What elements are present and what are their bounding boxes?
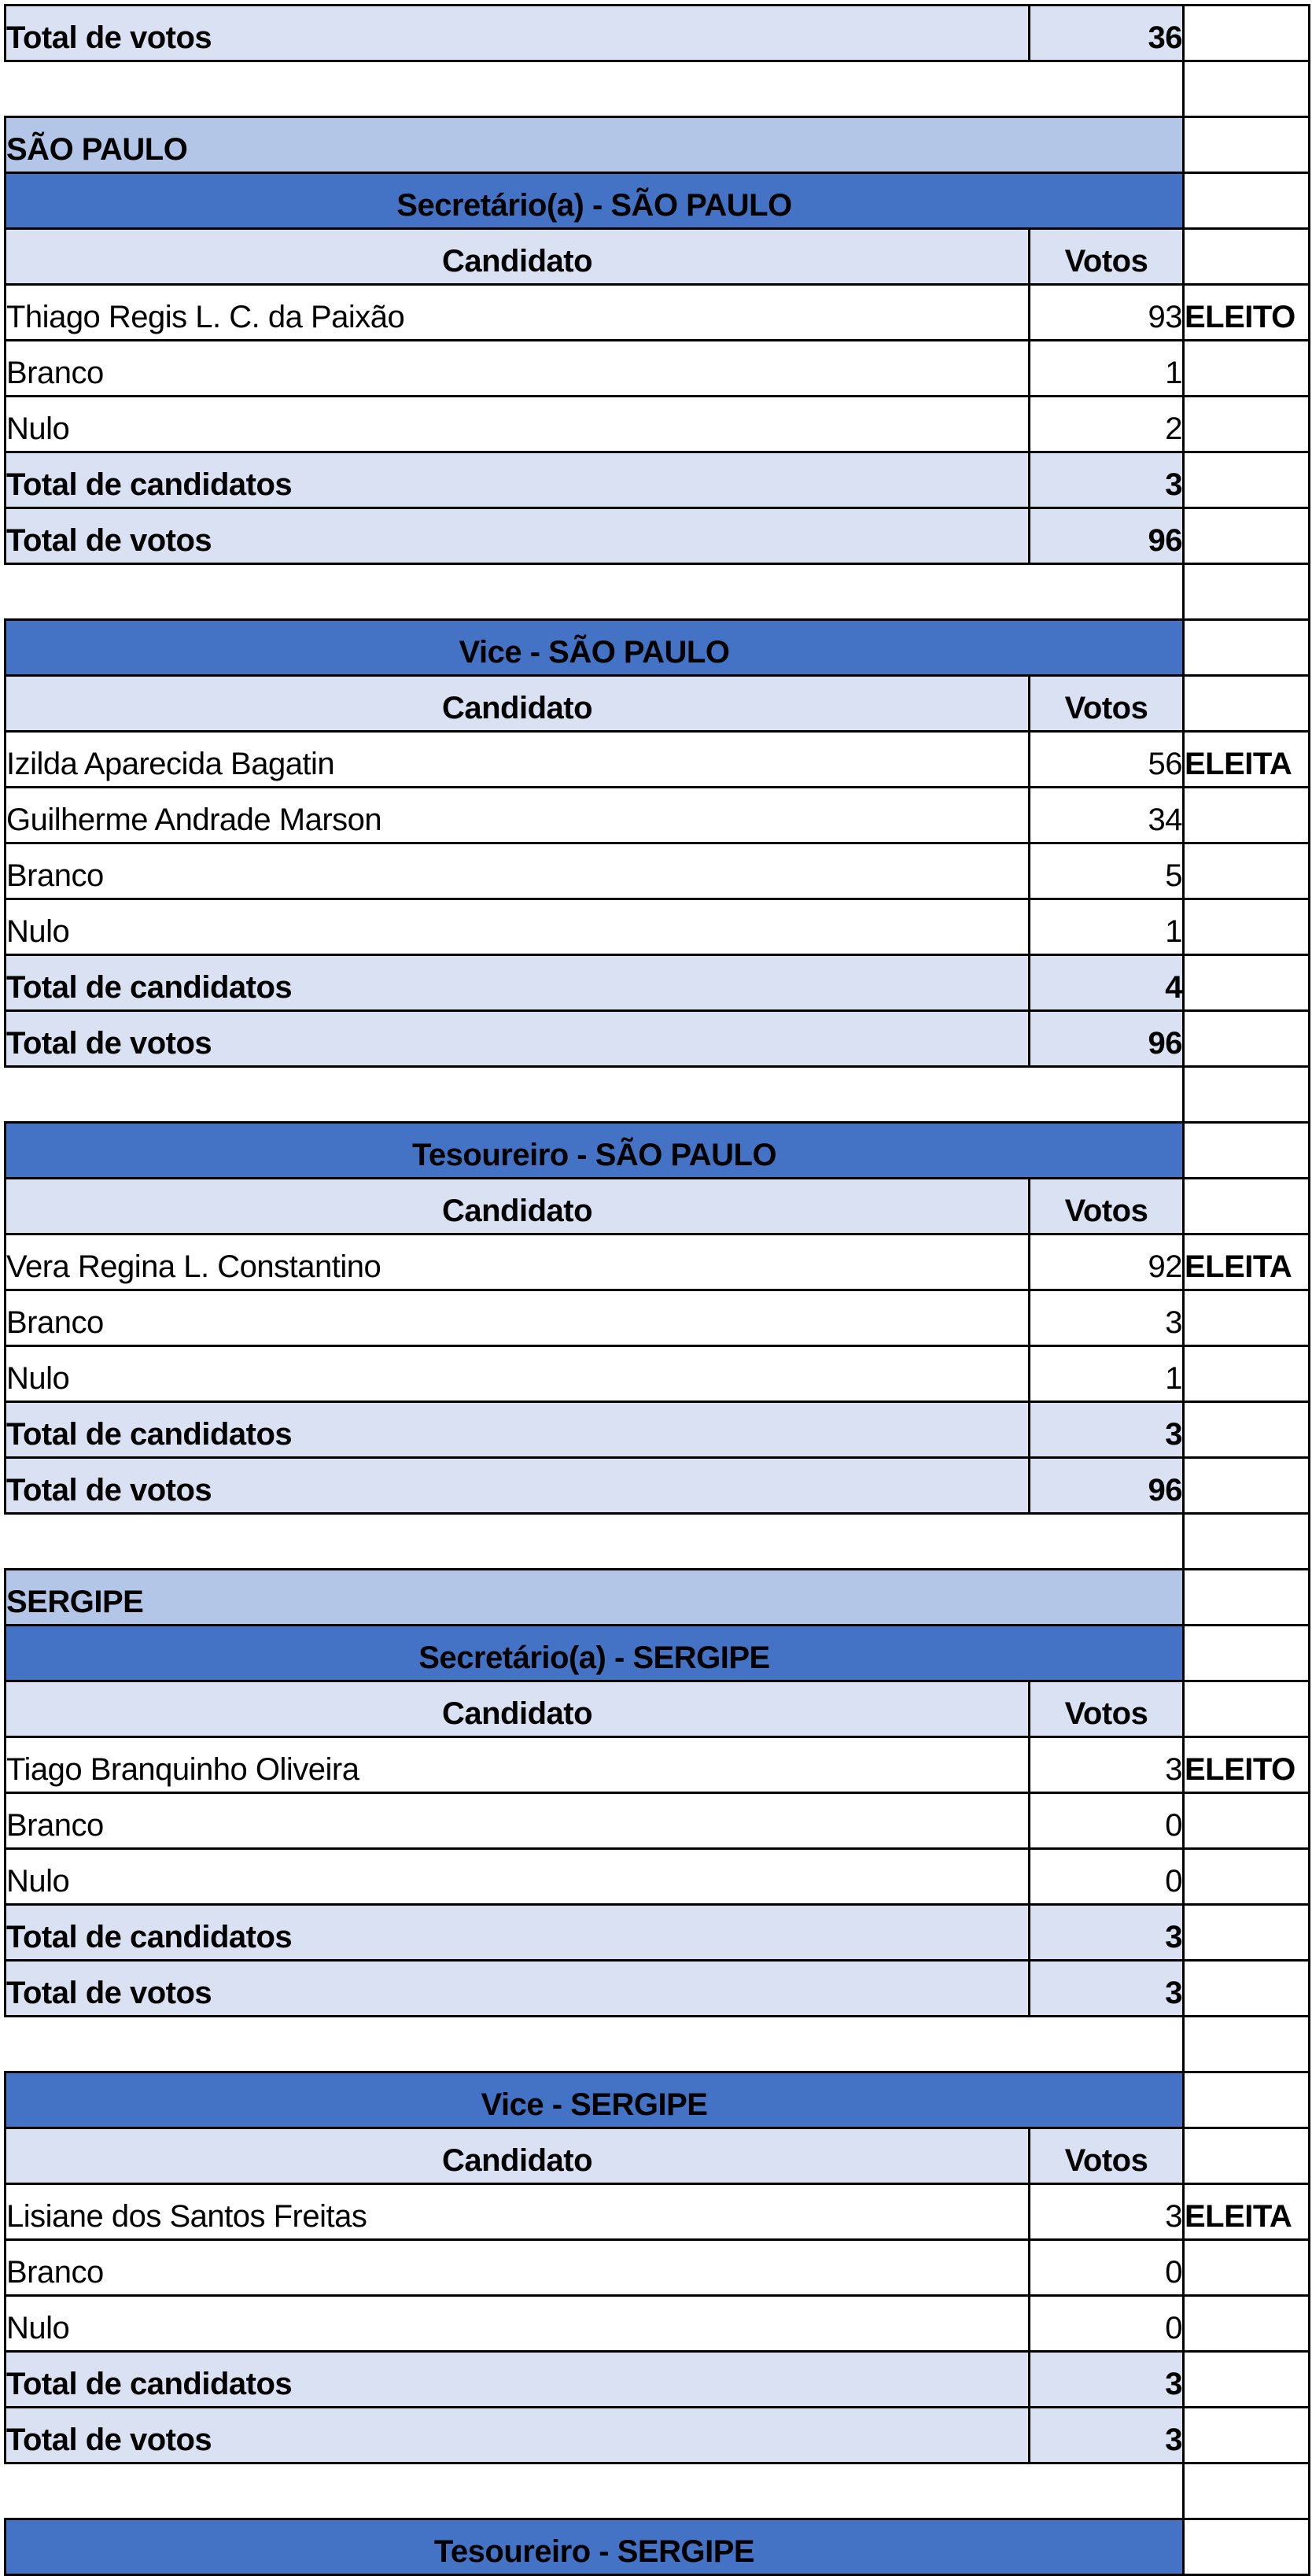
- candidate-name-cell: Branco: [6, 2240, 1030, 2296]
- status-cell: [1184, 1961, 1310, 2017]
- total-row: [6, 2352, 1310, 2408]
- votos-column-header: Votos: [1030, 2128, 1184, 2184]
- band-row: [6, 117, 1310, 173]
- candidate-name-cell: Vera Regina L. Constantino: [6, 1234, 1030, 1290]
- status-cell: ELEITA: [1184, 2184, 1310, 2240]
- data-row: [6, 2184, 1310, 2240]
- status-cell: [1184, 508, 1310, 564]
- data-row: [6, 1346, 1310, 1402]
- total-label-cell: Total de candidatos: [6, 1905, 1030, 1961]
- spacer-cell: [6, 1514, 1184, 1570]
- candidate-name-cell: Lisiane dos Santos Freitas: [6, 2184, 1030, 2240]
- total-value-cell: 96: [1030, 508, 1184, 564]
- header-row: [6, 2072, 1310, 2128]
- candidate-name-cell: Izilda Aparecida Bagatin: [6, 732, 1030, 788]
- status-cell: [1184, 341, 1310, 397]
- status-cell: [1184, 117, 1310, 173]
- candidate-name-cell: Guilherme Andrade Marson: [6, 788, 1030, 843]
- data-row: [6, 2240, 1310, 2296]
- total-row: [6, 1458, 1310, 1514]
- candidate-name-cell: Nulo: [6, 899, 1030, 955]
- band-row: [6, 1570, 1310, 1626]
- status-cell: [1184, 2408, 1310, 2463]
- votes-cell: 0: [1030, 1793, 1184, 1849]
- votes-cell: 0: [1030, 2240, 1184, 2296]
- state-band-cell: SÃO PAULO: [6, 117, 1184, 173]
- candidate-name-cell: Branco: [6, 1793, 1030, 1849]
- status-cell: [1184, 843, 1310, 899]
- spacer-row: [6, 2463, 1310, 2519]
- data-row: [6, 1234, 1310, 1290]
- data-row: [6, 1793, 1310, 1849]
- colhead-row: [6, 676, 1310, 732]
- election-results-table: [4, 4, 1310, 2576]
- status-cell: [1184, 899, 1310, 955]
- spacer-row: [6, 1514, 1310, 1570]
- total-row: [6, 6, 1310, 61]
- status-cell: [1184, 1402, 1310, 1458]
- candidato-column-header: Candidato: [6, 1681, 1030, 1737]
- votes-cell: 5: [1030, 843, 1184, 899]
- votes-cell: 3: [1030, 1737, 1184, 1793]
- total-label-cell: Total de votos: [6, 1458, 1030, 1514]
- total-value-cell: 3: [1030, 2352, 1184, 2408]
- position-header-cell: Tesoureiro - SÃO PAULO: [6, 1123, 1184, 1179]
- status-cell: [1184, 1849, 1310, 1905]
- status-cell: [1184, 2128, 1310, 2184]
- status-cell: [1184, 1626, 1310, 1681]
- votes-cell: 2: [1030, 397, 1184, 452]
- status-cell: [1184, 620, 1310, 676]
- total-value-cell: 3: [1030, 1905, 1184, 1961]
- position-header-cell: Vice - SERGIPE: [6, 2072, 1184, 2128]
- candidate-name-cell: Nulo: [6, 1849, 1030, 1905]
- candidato-column-header: Candidato: [6, 229, 1030, 285]
- position-header-cell: Secretário(a) - SÃO PAULO: [6, 173, 1184, 229]
- status-cell: [1184, 1681, 1310, 1737]
- colhead-row: [6, 1179, 1310, 1234]
- data-row: [6, 899, 1310, 955]
- total-value-cell: 3: [1030, 1402, 1184, 1458]
- spacer-row: [6, 61, 1310, 117]
- total-value-cell: 3: [1030, 452, 1184, 508]
- status-cell: ELEITA: [1184, 1234, 1310, 1290]
- spacer-cell: [6, 564, 1184, 620]
- total-label-cell: Total de candidatos: [6, 955, 1030, 1011]
- total-value-cell: 36: [1030, 6, 1184, 61]
- votes-cell: 92: [1030, 1234, 1184, 1290]
- candidate-name-cell: Tiago Branquinho Oliveira: [6, 1737, 1030, 1793]
- colhead-row: [6, 1681, 1310, 1737]
- total-row: [6, 1961, 1310, 2017]
- results-table-body: [6, 6, 1310, 2575]
- status-cell: ELEITA: [1184, 732, 1310, 788]
- status-cell: [1184, 1514, 1310, 1570]
- total-row: [6, 2408, 1310, 2463]
- status-cell: [1184, 452, 1310, 508]
- header-row: [6, 1626, 1310, 1681]
- total-label-cell: Total de votos: [6, 1011, 1030, 1067]
- state-band-cell: SERGIPE: [6, 1570, 1184, 1626]
- colhead-row: [6, 229, 1310, 285]
- total-label-cell: Total de votos: [6, 1961, 1030, 2017]
- status-cell: [1184, 1067, 1310, 1123]
- header-row: [6, 2519, 1310, 2575]
- total-label-cell: Total de candidatos: [6, 1402, 1030, 1458]
- votes-cell: 0: [1030, 1849, 1184, 1905]
- spacer-row: [6, 1067, 1310, 1123]
- status-cell: [1184, 2240, 1310, 2296]
- data-row: [6, 843, 1310, 899]
- data-row: [6, 397, 1310, 452]
- total-row: [6, 508, 1310, 564]
- status-cell: [1184, 229, 1310, 285]
- status-cell: [1184, 2463, 1310, 2519]
- colhead-row: [6, 2128, 1310, 2184]
- votes-cell: 3: [1030, 1290, 1184, 1346]
- position-header-cell: Secretário(a) - SERGIPE: [6, 1626, 1184, 1681]
- votes-cell: 34: [1030, 788, 1184, 843]
- total-value-cell: 3: [1030, 1961, 1184, 2017]
- total-row: [6, 1905, 1310, 1961]
- position-header-cell: Tesoureiro - SERGIPE: [6, 2519, 1184, 2575]
- status-cell: [1184, 1123, 1310, 1179]
- status-cell: [1184, 2296, 1310, 2352]
- votos-column-header: Votos: [1030, 1681, 1184, 1737]
- status-cell: [1184, 2072, 1310, 2128]
- status-cell: [1184, 1905, 1310, 1961]
- spacer-cell: [6, 2463, 1184, 2519]
- votes-cell: 1: [1030, 1346, 1184, 1402]
- status-cell: [1184, 397, 1310, 452]
- total-label-cell: Total de votos: [6, 508, 1030, 564]
- data-row: [6, 341, 1310, 397]
- data-row: [6, 285, 1310, 341]
- status-cell: [1184, 788, 1310, 843]
- header-row: [6, 620, 1310, 676]
- data-row: [6, 1849, 1310, 1905]
- total-row: [6, 955, 1310, 1011]
- spacer-cell: [6, 1067, 1184, 1123]
- total-value-cell: 96: [1030, 1011, 1184, 1067]
- total-row: [6, 1402, 1310, 1458]
- candidate-name-cell: Branco: [6, 843, 1030, 899]
- spacer-row: [6, 564, 1310, 620]
- status-cell: [1184, 564, 1310, 620]
- votes-cell: 56: [1030, 732, 1184, 788]
- data-row: [6, 788, 1310, 843]
- candidato-column-header: Candidato: [6, 676, 1030, 732]
- spacer-cell: [6, 2017, 1184, 2072]
- status-cell: [1184, 61, 1310, 117]
- votes-cell: 0: [1030, 2296, 1184, 2352]
- total-label-cell: Total de candidatos: [6, 452, 1030, 508]
- data-row: [6, 732, 1310, 788]
- status-cell: [1184, 1570, 1310, 1626]
- status-cell: [1184, 173, 1310, 229]
- candidate-name-cell: Branco: [6, 1290, 1030, 1346]
- status-cell: [1184, 1011, 1310, 1067]
- status-cell: [1184, 955, 1310, 1011]
- votos-column-header: Votos: [1030, 229, 1184, 285]
- status-cell: [1184, 2519, 1310, 2575]
- status-cell: [1184, 1290, 1310, 1346]
- votes-cell: 93: [1030, 285, 1184, 341]
- status-cell: [1184, 1346, 1310, 1402]
- candidate-name-cell: Thiago Regis L. C. da Paixão: [6, 285, 1030, 341]
- data-row: [6, 1290, 1310, 1346]
- total-row: [6, 1011, 1310, 1067]
- votes-cell: 1: [1030, 899, 1184, 955]
- candidato-column-header: Candidato: [6, 1179, 1030, 1234]
- total-value-cell: 3: [1030, 2408, 1184, 2463]
- header-row: [6, 173, 1310, 229]
- votes-cell: 3: [1030, 2184, 1184, 2240]
- total-value-cell: 4: [1030, 955, 1184, 1011]
- status-cell: [1184, 2352, 1310, 2408]
- spacer-row: [6, 2017, 1310, 2072]
- status-cell: ELEITO: [1184, 285, 1310, 341]
- status-cell: [1184, 676, 1310, 732]
- status-cell: [1184, 2017, 1310, 2072]
- candidate-name-cell: Nulo: [6, 397, 1030, 452]
- total-label-cell: Total de candidatos: [6, 2352, 1030, 2408]
- candidato-column-header: Candidato: [6, 2128, 1030, 2184]
- data-row: [6, 2296, 1310, 2352]
- total-label-cell: Total de votos: [6, 6, 1030, 61]
- status-cell: [1184, 1793, 1310, 1849]
- header-row: [6, 1123, 1310, 1179]
- candidate-name-cell: Nulo: [6, 1346, 1030, 1402]
- status-cell: [1184, 1458, 1310, 1514]
- total-label-cell: Total de votos: [6, 2408, 1030, 2463]
- spacer-cell: [6, 61, 1184, 117]
- votes-cell: 1: [1030, 341, 1184, 397]
- total-row: [6, 452, 1310, 508]
- status-cell: [1184, 6, 1310, 61]
- votos-column-header: Votos: [1030, 1179, 1184, 1234]
- candidate-name-cell: Branco: [6, 341, 1030, 397]
- position-header-cell: Vice - SÃO PAULO: [6, 620, 1184, 676]
- status-cell: [1184, 1179, 1310, 1234]
- status-cell: ELEITO: [1184, 1737, 1310, 1793]
- total-value-cell: 96: [1030, 1458, 1184, 1514]
- votos-column-header: Votos: [1030, 676, 1184, 732]
- candidate-name-cell: Nulo: [6, 2296, 1030, 2352]
- data-row: [6, 1737, 1310, 1793]
